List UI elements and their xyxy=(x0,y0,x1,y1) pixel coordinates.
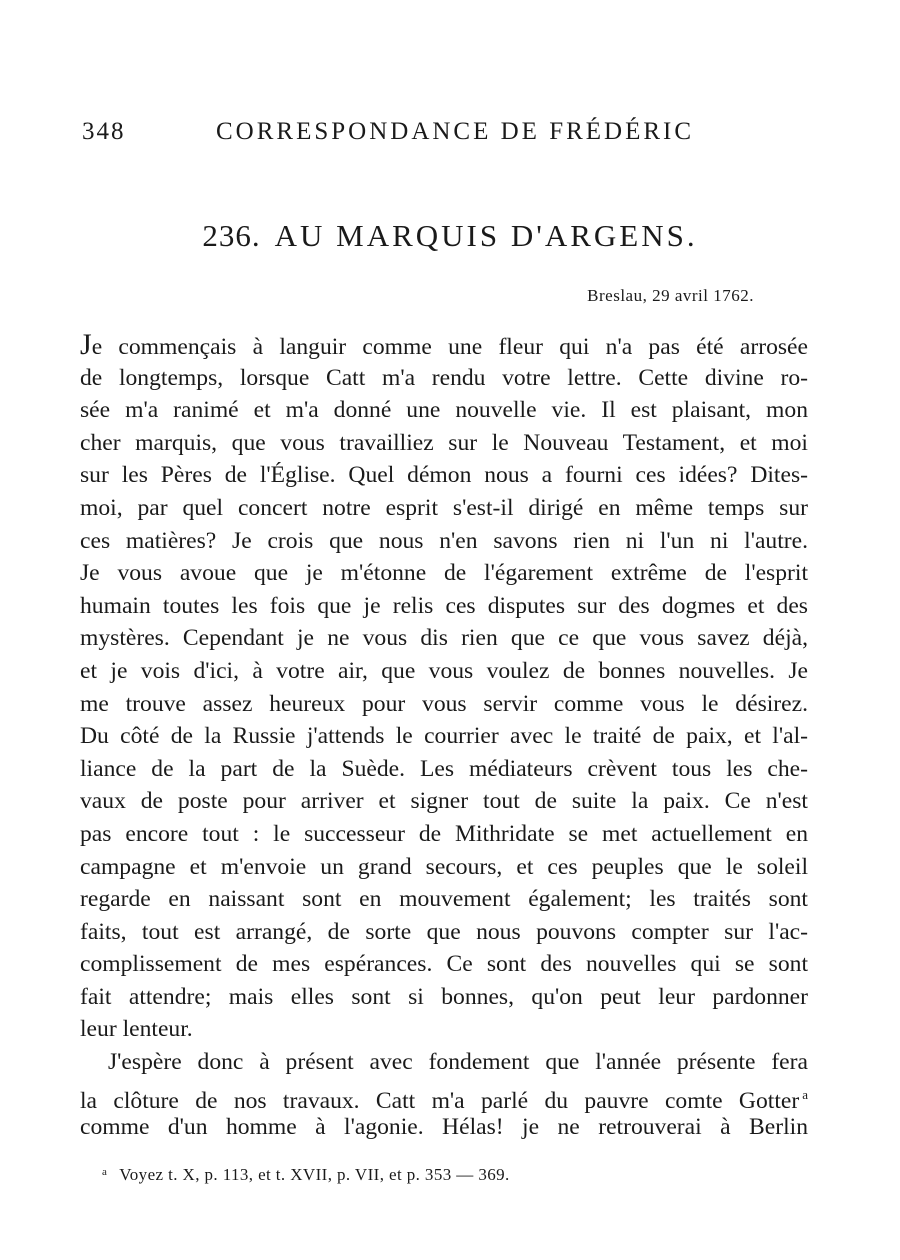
body-line: la clôture de nos travaux. Catt m'a parlé du pauvre comte Gotter $^a$ xyxy=(80,1086,808,1114)
body-line: comme d'un homme à l'agonie. Hélas! je ne retrouverai à Berlin xyxy=(80,1114,808,1141)
drop-cap: J xyxy=(80,328,92,361)
footnote-text: Voyez t. X, p. 113, et t. XVII, p. VII, et p. 353 — 369. xyxy=(119,1165,510,1184)
dateline: Breslau, 29 avril 1762. xyxy=(587,286,754,305)
body-line: de longtemps, lorsque Catt m'a rendu votre lettre. Cette divine ro- xyxy=(80,364,808,391)
body-line: pas encore tout : le successeur de Mithridate se met actuellement en xyxy=(80,820,808,847)
body-line: complissement de mes espérances. Ce sont des nouvelles qui se sont xyxy=(80,951,808,978)
letter-number: 236. xyxy=(202,218,261,253)
body-line: humain toutes les fois que je relis ces disputes sur des dogmes et des xyxy=(80,592,808,619)
body-line: vaux de poste pour arriver et signer tout de suite la paix. Ce n'est xyxy=(80,788,808,815)
letter-heading xyxy=(0,218,900,254)
body-line: fait attendre; mais elles sont si bonnes, qu'on peut leur pardonner xyxy=(80,983,808,1010)
body-line: faits, tout est arrangé, de sorte que nous pouvons compter sur l'ac- xyxy=(80,918,808,945)
body-line: cher marquis, que vous travailliez sur le Nouveau Testament, et moi xyxy=(80,429,808,456)
body-line: regarde en naissant sont en mouvement également; les traités sont xyxy=(80,886,808,913)
body-line: liance de la part de la Suède. Les médiateurs crèvent tous les che- xyxy=(80,755,808,782)
body-line: leur lenteur. xyxy=(80,1016,193,1043)
body-line: campagne et m'envoie un grand secours, et ces peuples que le soleil xyxy=(80,853,808,880)
running-head xyxy=(82,118,802,154)
body-line: Je vous avoue que je m'étonne de l'égarement extrême de l'esprit xyxy=(80,560,808,587)
page-number: 348 xyxy=(82,118,126,145)
body-line: moi, par quel concert notre esprit s'est-il dirigé en même temps sur xyxy=(80,494,808,521)
footnote-marker: a xyxy=(102,1166,108,1178)
body-line: me trouve assez heureux pour vous servir comme vous le désirez. xyxy=(80,690,808,717)
letter-body xyxy=(80,329,808,1144)
footnote xyxy=(102,1165,510,1185)
footnote-reference: a xyxy=(802,1086,808,1102)
running-title: CORRESPONDANCE DE FRÉDÉRIC xyxy=(216,118,695,145)
body-line: Du côté de la Russie j'attends le courrier avec le traité de paix, et l'al- xyxy=(80,723,808,750)
body-line: sur les Pères de l'Église. Quel démon nous a fourni ces idées? Dites- xyxy=(80,462,808,489)
body-line: Je commençais à languir comme une fleur qui n'a pas été arrosée xyxy=(80,328,808,361)
body-line: sée m'a ranimé et m'a donné une nouvelle vie. Il est plaisant, mon xyxy=(80,397,808,424)
body-line: et je vois d'ici, à votre air, que vous voulez de bonnes nouvelles. Je xyxy=(80,657,808,684)
body-line: ces matières? Je crois que nous n'en savons rien ni l'un ni l'autre. xyxy=(80,527,808,554)
body-line: J'espère donc à présent avec fondement que l'année présente fera xyxy=(108,1049,808,1076)
letter-title: AU MARQUIS D'ARGENS. xyxy=(274,218,698,253)
body-line: mystères. Cependant je ne vous dis rien que ce que vous savez déjà, xyxy=(80,625,808,652)
